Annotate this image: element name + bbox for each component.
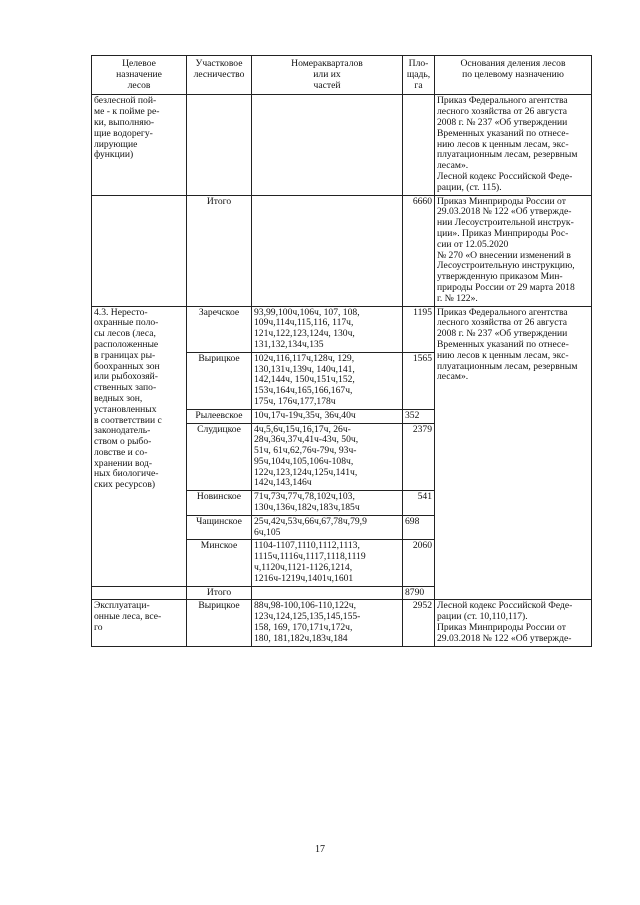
area-cell: 1195	[403, 306, 435, 352]
basis-cell: Приказ Федерального агентства лесного хозяйства от 26 августа 2008 г. № 237 «Об утверждении Временных указаний по отнесе- нию лесов к ценным лесам, экс- плуатационным лесам, резервным лесам».	[435, 306, 592, 600]
quarters-cell: 102ч,116,117ч,128ч, 129, 130,131ч,139ч, 140ч,141, 142,144ч, 150ч,151ч,152, 153ч,164ч,165,166,167ч, 175ч, 176ч,177,178ч	[252, 352, 403, 409]
table-row	[92, 95, 592, 195]
basis-cell: Приказ Минприроды России от 29.03.2018 № 122 «Об утвержде- нии Лесоустроительной инструк- ции». Приказ Минприроды Рос- сии от 12.05.2020 № 270 «О внесении изменений в Лесоустроительную инструкцию, утвержденную приказом Мин- природы России от 29 марта 2018 г. № 122».	[435, 195, 592, 306]
quarters-cell: 4ч,5,6ч,15ч,16,17ч, 26ч- 28ч,36ч,37ч,41ч-43ч, 50ч, 51ч, 61ч,62,76ч-79ч, 93ч- 95ч,104ч,105,106ч-108ч, 122ч,123,124ч,125ч,141ч, 142ч,143,146ч	[252, 423, 403, 491]
quarters-cell: 1104-1107,1110,1112,1113, 1115ч,1116ч,1117,1118,1119 ч,1120ч,1121-1126,1214, 1216ч-1219ч,1401ч,1601	[252, 540, 403, 586]
quarters-cell: 10ч,17ч-19ч,35ч, 36ч,40ч	[252, 409, 403, 423]
quarters-cell: 71ч,73ч,77ч,78,102ч,103, 130ч,136ч,182ч,183ч,185ч	[252, 491, 403, 516]
header-quarters: Номеракварталов или их частей	[252, 56, 403, 95]
table-row	[92, 600, 592, 646]
forestry-cell: Чащинское	[187, 515, 252, 540]
area-cell	[403, 95, 435, 195]
quarters-cell	[252, 95, 403, 195]
header-forestry: Участковое лесничество	[187, 56, 252, 95]
quarters-cell	[252, 586, 403, 600]
area-cell: 2952	[403, 600, 435, 646]
forestry-cell: Новинское	[187, 491, 252, 516]
header-row	[92, 56, 592, 95]
total-label: Итого	[187, 586, 252, 600]
area-cell: 698	[403, 515, 435, 540]
total-area: 8790	[403, 586, 435, 600]
purpose-cell	[92, 195, 187, 306]
purpose-cell: 4.3. Нересто- охранные поло- сы лесов (леса, расположенные в границах ры- боохранных зон или рыбохозяй- ственных запо- ведных зон, установленных в соответствии с законодатель- ством о рыбо- ловстве и со- хранении вод- ных биологиче- ских ресурсов)	[92, 306, 187, 586]
table-row	[92, 306, 592, 352]
forestry-cell: Вырицкое	[187, 352, 252, 409]
area-cell: 541	[403, 491, 435, 516]
quarters-cell: 88ч,98-100,106-110,122ч, 123ч,124,125,135,145,155- 158, 169, 170,171ч,172ч, 180, 181,182ч,183ч,184	[252, 600, 403, 646]
area-cell: 352	[403, 409, 435, 423]
quarters-cell	[252, 195, 403, 306]
forest-purpose-table	[91, 55, 592, 647]
quarters-cell: 25ч,42ч,53ч,66ч,67,78ч,79,9 6ч,105	[252, 515, 403, 540]
forestry-cell	[187, 95, 252, 195]
total-area: 6660	[403, 195, 435, 306]
purpose-cell	[92, 586, 187, 600]
forestry-cell: Заречское	[187, 306, 252, 352]
basis-cell: Приказ Федерального агентства лесного хозяйства от 26 августа 2008 г. № 237 «Об утверждении Временных указаний по отнесе- нию лесов к ценным лесам, экс- плуатационным лесам, резервным лесам». Лесной кодекс Российской Феде- рации, (ст. 115).	[435, 95, 592, 195]
purpose-cell: Эксплуатаци- онные леса, все- го	[92, 600, 187, 646]
total-row	[92, 195, 592, 306]
area-cell: 2379	[403, 423, 435, 491]
forestry-cell: Слудицкое	[187, 423, 252, 491]
forestry-cell: Минское	[187, 540, 252, 586]
header-area: Пло- щадь, га	[403, 56, 435, 95]
forestry-cell: Вырицкое	[187, 600, 252, 646]
purpose-cell: безлесной пой- ме - к пойме ре- ки, выполняю- щие водорегу- лирующие функции)	[92, 95, 187, 195]
area-cell: 2060	[403, 540, 435, 586]
quarters-cell: 93,99,100ч,106ч, 107, 108, 109ч,114ч,115,116, 117ч, 121ч,122,123,124ч, 130ч, 131,132,134ч,135	[252, 306, 403, 352]
basis-cell: Лесной кодекс Российской Феде- рации (ст. 10,110,117). Приказ Минприроды России от 29.03.2018 № 122 «Об утвержде-	[435, 600, 592, 646]
header-basis: Основания деления лесов по целевому назначению	[435, 56, 592, 95]
page-number: 17	[315, 844, 325, 855]
header-purpose: Целевое назначение лесов	[92, 56, 187, 95]
area-cell: 1565	[403, 352, 435, 409]
total-label: Итого	[187, 195, 252, 306]
forestry-cell: Рылеевское	[187, 409, 252, 423]
